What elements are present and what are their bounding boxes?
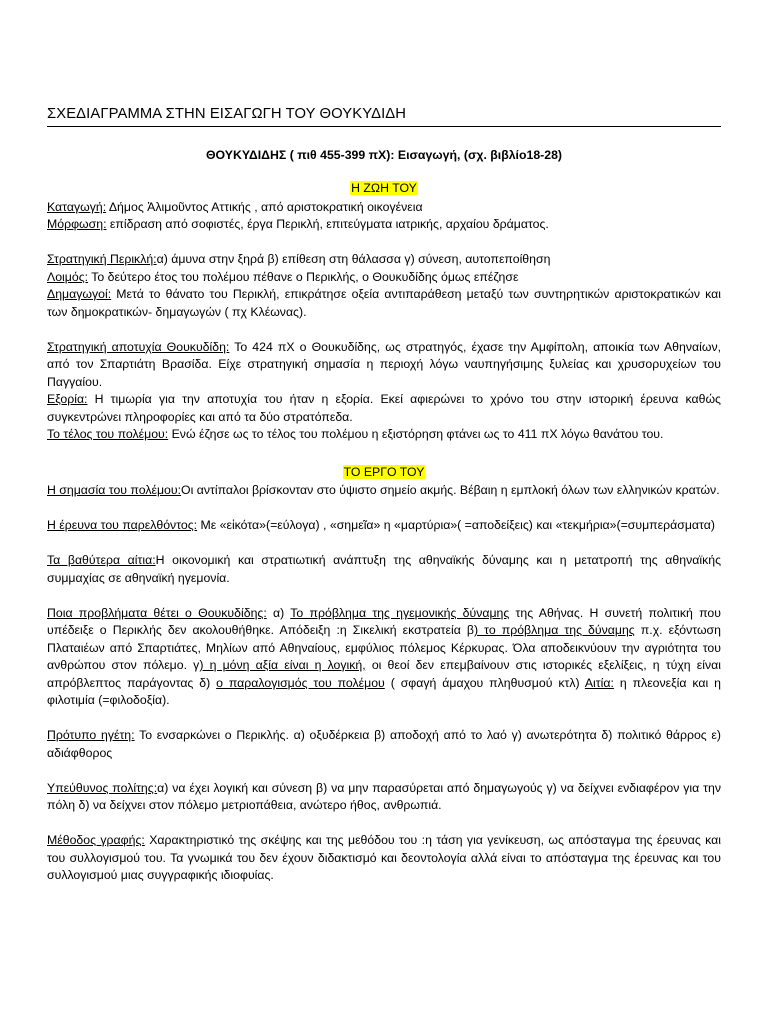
document-subtitle: ΘΟΥΚΥΔΙΔΗΣ ( πιθ 455-399 πΧ): Εισαγωγή, (σχ. βιβλίο18-28) xyxy=(205,147,563,162)
text-pericles-strategy: α) άμυνα στην ξηρά β) επίθεση στη θάλασσα γ) σύνεση, αυτοπεποίθηση xyxy=(156,252,551,266)
text-origin: Δήμος Ἁλιμοῦντος Αττικής , από αριστοκρατική οικογένεια xyxy=(106,199,423,214)
section-heading-life xyxy=(47,180,721,198)
text-leader-model: Το ενσαρκώνει ο Περικλής. α) οξυδέρκεια β) αποδοχή από το λαό γ) ανωτερότητα δ) πολιτικό θάρρος ε) αδιάφθορος xyxy=(47,728,721,760)
text-plague: Το δεύτερο έτος του πολέμου πέθανε ο Περικλής, ο Θουκυδίδης όμως επέζησε xyxy=(88,269,519,284)
term-demagogues: Δημαγωγοί: xyxy=(47,287,112,301)
paragraph-responsible-citizen xyxy=(47,780,721,815)
paragraph-strategic-failure xyxy=(47,339,721,392)
paragraph-deeper-causes xyxy=(47,552,721,587)
underlined-problem-d: ο παραλογισμός του πολέμου xyxy=(216,675,385,690)
text-strategic-failure: Το 424 πΧ ο Θουκυδίδης, ως στρατηγός, έχασε την Αμφίπολη, αποικία των Αθηναίων, από τον Σπαρτιάτη Βρασίδα. Είχε στρατηγική σημασία η περιοχή λόγω ναυπηγήσιμης ξυλείας και χρυσορυχείων του Παγγαίου. xyxy=(47,339,722,389)
text-responsible-citizen: α) να έχει λογική και σύνεση β) να μην παρασύρεται από δημαγωγούς γ) να δείχνει ενδιαφέρον για την πόλη δ) να δείχνει στον πόλεμο μετριοπάθεια, ανώτερο ήθος, ανθρωπιά. xyxy=(47,780,722,812)
paragraph-origin xyxy=(47,199,721,217)
term-leader-model: Πρότυπο ηγέτη: xyxy=(47,728,135,742)
text-problems-e: ( σφαγή άμαχου πληθυσμού κτλ) xyxy=(384,675,585,690)
paragraph-problems xyxy=(47,605,721,710)
text-education: επίδραση από σοφιστές, έργα Περικλή, επιτεύγματα ιατρικής, αρχαίου δράματος. xyxy=(106,217,549,231)
term-war-importance: Η σημασία του πολέμου: xyxy=(47,483,182,497)
term-war-end: Το τέλος του πολέμου: xyxy=(47,427,169,441)
text-exile: Η τιμωρία για την αποτυχία του ήταν η εξορία. Εκεί αφιερώνει το χρόνο του στην ιστορική έρευνα καθώς συγκεντρώνει πληροφορίες και από τα δύο στρατόπεδα. xyxy=(47,392,721,424)
text-problems-cause: η πλεονεξία και η φιλοτιμία (=φιλοδοξία). xyxy=(47,675,721,707)
underlined-problem-a: Το πρόβλημα της ηγεμονικής δύναμης xyxy=(290,605,510,620)
paragraph-plague xyxy=(47,269,721,287)
underlined-problem-c: ) η μόνη αξία είναι η λογική, xyxy=(199,658,366,672)
text-writing-method: Χαρακτηριστικό της σκέψης και της μεθόδου του :η τάση για γενίκευση, ως απόσταγμα της έρευνας και του συλλογισμού του. Τα γνωμικά του δεν έχουν διδακτισμό και δεοντολογία αλλά είναι το απόσταγμα της έρευνας και του συλλογισμού μιας συγγραφικής ιδιοφυίας. xyxy=(47,833,721,882)
document-title: ΣΧΕΔΙΑΓΡΑΜΜΑ ΣΤΗΝ ΕΙΣΑΓΩΓΗ ΤΟΥ ΘΟΥΚΥΔΙΔΗ xyxy=(47,106,721,127)
term-past-research: Η έρευνα του παρελθόντος: xyxy=(47,518,198,532)
term-origin: Καταγωγή: xyxy=(47,199,107,214)
term-exile: Εξορία: xyxy=(47,392,88,406)
term-pericles-strategy: Στρατηγική Περικλή: xyxy=(47,252,157,266)
text-problems-c: π.χ. εξόντωση Πλαταιέων από Σπαρτιάτες, Μηλίων από Αθηναίους, εμφύλιος πόλεμος Κέρκυρας. Όλα αποδεικνύουν την αγριότητα του ανθρώπου στον πόλεμο. γ xyxy=(47,623,721,672)
paragraph-writing-method xyxy=(47,832,721,885)
text-war-end: Ενώ έζησε ως το τέλος του πολέμου η εξιστόρηση φτάνει ως το 411 πΧ λόγω θανάτου του. xyxy=(168,427,664,441)
term-responsible-citizen: Υπεύθυνος πολίτης: xyxy=(47,780,158,795)
highlighted-heading-life: Η ΖΩΗ ΤΟΥ xyxy=(351,181,417,195)
paragraph-leader-model xyxy=(47,727,721,762)
highlighted-heading-work: ΤΟ ΕΡΓΟ ΤΟΥ xyxy=(343,464,425,479)
document-page xyxy=(47,106,721,885)
term-education: Μόρφωση: xyxy=(47,217,107,231)
paragraph-war-importance xyxy=(47,482,721,500)
paragraph-demagogues xyxy=(47,286,721,321)
underlined-problem-b: ) το πρόβλημα της δύναμης xyxy=(474,623,635,637)
text-problems-a: α) xyxy=(266,605,291,620)
text-deeper-causes: Η οικονομική και στρατιωτική ανάπτυξη της αθηναϊκής δύναμης και η μετατροπή της αθηναϊκής συμμαχίας σε αθηναϊκή ηγεμονία. xyxy=(47,553,721,585)
paragraph-pericles-strategy xyxy=(47,251,721,269)
paragraph-exile xyxy=(47,391,721,426)
term-plague: Λοιμός: xyxy=(47,269,89,284)
text-problems-b: της Αθήνας. Η συνετή πολιτική που υπέδειξε ο Περικλής δεν ακολουθήθηκε. Απόδειξη :η Σικελική εκστρατεία β xyxy=(47,605,721,637)
term-strategic-failure: Στρατηγική αποτυχία Θουκυδίδη: xyxy=(47,339,230,354)
text-demagogues: Μετά το θάνατο του Περικλή, επικράτησε οξεία αντιπαράθεση μεταξύ των συντηρητικών αριστοκρατικών και των δημοκρατικών- δημαγωγών ( πχ Κλέωνας). xyxy=(47,287,721,319)
paragraph-past-research xyxy=(47,517,721,535)
text-problems-d: οι θεοί δεν επεμβαίνουν στις ιστορικές εξελίξεις, η τύχη είναι απρόβλεπτος παράγοντας δ) xyxy=(47,658,721,690)
text-past-research: Με «εἰκότα»(=εύλογα) , «σημεῖα» η «μαρτύρια»( =αποδείξεις) και «τεκμήρια»(=συμπεράσματα) xyxy=(197,518,715,532)
term-writing-method: Μέθοδος γραφής: xyxy=(47,833,145,847)
underlined-cause-label: Αιτία: xyxy=(584,675,614,690)
text-war-importance: Οι αντίπαλοι βρίσκονταν στο ύψιστο σημείο ακμής. Βέβαιη η εμπλοκή όλων των ελληνικών κρατών. xyxy=(181,483,720,497)
term-deeper-causes: Τα βαθύτερα αίτια: xyxy=(47,553,156,567)
term-problems: Ποια προβλήματα θέτει ο Θουκυδίδης: xyxy=(47,605,267,620)
section-heading-work xyxy=(47,464,721,482)
paragraph-war-end xyxy=(47,426,721,444)
paragraph-education xyxy=(47,216,721,234)
